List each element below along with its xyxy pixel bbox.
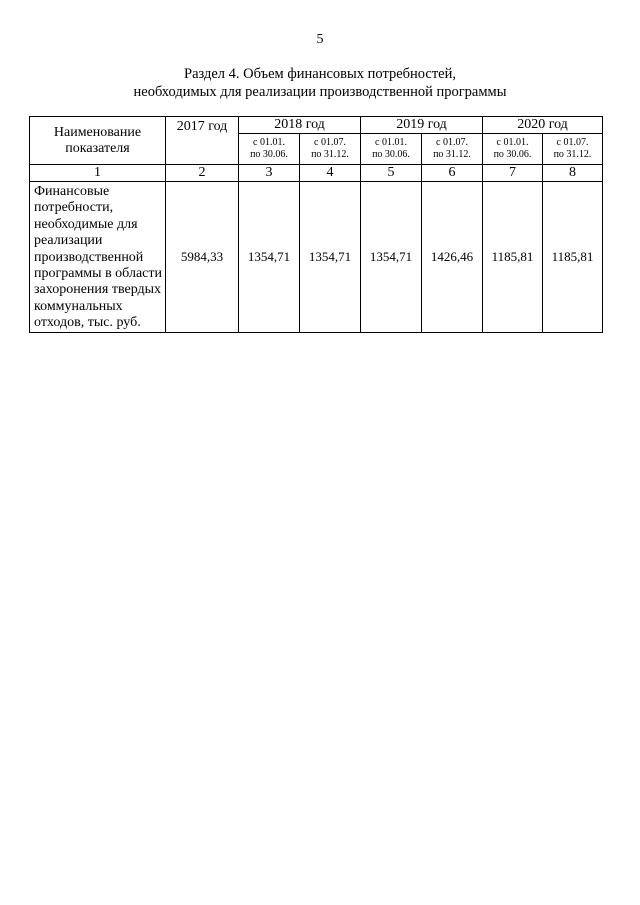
header-indicator-name: Наименование показателя: [30, 117, 166, 165]
value-2020-h1: 1185,81: [483, 182, 543, 333]
header-row-years: [30, 117, 603, 134]
header-period: [422, 134, 483, 165]
value-2019-h2: 1426,46: [422, 182, 483, 333]
column-number: 1: [30, 165, 166, 182]
indicator-name-cell: Финансовые потребности, необходимые для реализации производственной программы в области захоронения твердых коммунальных отходов, тыс. руб.: [30, 182, 166, 333]
value-2020-h2: 1185,81: [543, 182, 603, 333]
column-number: 4: [300, 165, 361, 182]
value-2018-h2: 1354,71: [300, 182, 361, 333]
column-number: 8: [543, 165, 603, 182]
column-number: 7: [483, 165, 543, 182]
section-title-line-1: Раздел 4. Объем финансовых потребностей,: [184, 66, 456, 82]
period-to: по 30.06.: [493, 149, 532, 160]
period-from: с 01.01.: [375, 137, 407, 148]
section-title-line-2: необходимых для реализации производственной программы: [133, 84, 507, 100]
value-2018-h1: 1354,71: [239, 182, 300, 333]
financial-needs-table: [29, 116, 603, 333]
period-to: по 30.06.: [372, 149, 410, 160]
period-from: с 01.01.: [496, 137, 529, 148]
period-from: с 01.07.: [436, 137, 468, 148]
column-number-row: [30, 165, 603, 182]
header-year-2020: 2020 год: [483, 117, 603, 134]
value-2019-h1: 1354,71: [361, 182, 422, 333]
column-number: 6: [422, 165, 483, 182]
header-period: [543, 134, 603, 165]
header-period: [483, 134, 543, 165]
value-2017: 5984,33: [166, 182, 239, 333]
table-row: [30, 182, 603, 333]
header-year-2019: 2019 год: [361, 117, 483, 134]
page-number: 5: [316, 32, 324, 47]
period-to: по 31.12.: [433, 149, 471, 160]
header-year-2017: 2017 год: [166, 117, 239, 165]
period-to: по 31.12.: [311, 149, 349, 160]
header-period: [300, 134, 361, 165]
period-from: с 01.01.: [253, 137, 285, 148]
header-year-2018: 2018 год: [239, 117, 361, 134]
column-number: 5: [361, 165, 422, 182]
header-period: [361, 134, 422, 165]
period-to: по 31.12.: [553, 149, 592, 160]
section-title: [0, 65, 640, 101]
column-number: 2: [166, 165, 239, 182]
period-from: с 01.07.: [556, 137, 589, 148]
header-period: [239, 134, 300, 165]
period-from: с 01.07.: [314, 137, 346, 148]
period-to: по 30.06.: [250, 149, 288, 160]
column-number: 3: [239, 165, 300, 182]
